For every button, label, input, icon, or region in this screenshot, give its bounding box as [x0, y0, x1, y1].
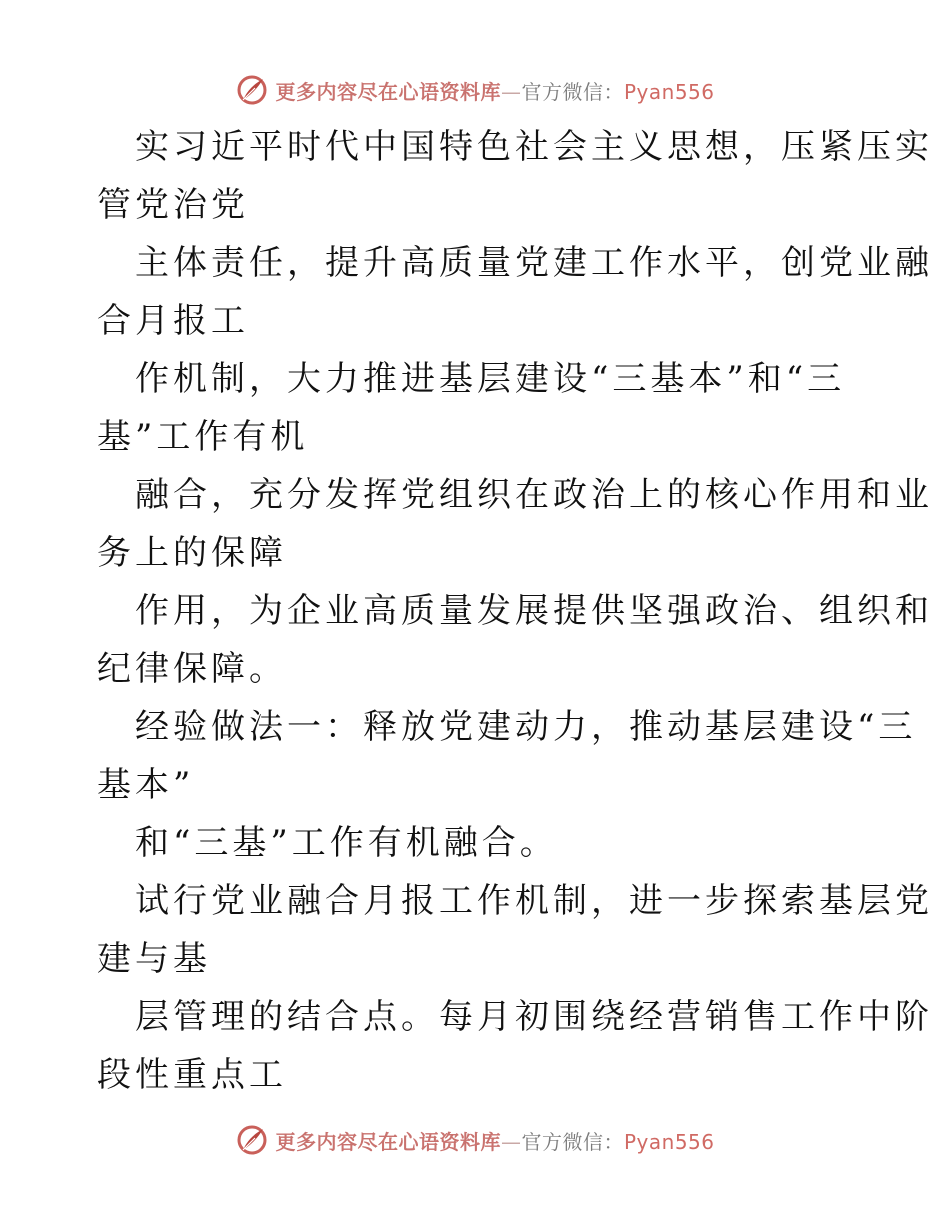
watermark-name: 更多内容尽在心语资料库 — [275, 79, 501, 104]
feather-logo-icon — [235, 73, 269, 107]
text-line: 合月报工 — [97, 301, 249, 341]
text-line: 作机制，大力推进基层建设“三基本”和“三 — [135, 359, 846, 399]
text-line: 基本” — [97, 765, 195, 805]
watermark-text — [275, 76, 714, 105]
text-line: 纪律保障。 — [97, 649, 287, 689]
watermark-name: 更多内容尽在心语资料库 — [275, 1129, 501, 1154]
text-line: 基”工作有机 — [97, 417, 309, 457]
footer-watermark — [0, 1120, 950, 1160]
text-line: 作用，为企业高质量发展提供坚强政治、组织和 — [135, 591, 933, 631]
text-line: 和“三基”工作有机融合。 — [135, 823, 558, 863]
text-line: 融合，充分发挥党组织在政治上的核心作用和业 — [135, 475, 933, 515]
watermark-dash: — — [500, 79, 522, 104]
text-line: 建与基 — [97, 939, 211, 979]
text-line: 层管理的结合点。每月初围绕经营销售工作中阶 — [135, 997, 933, 1037]
watermark-text — [275, 1126, 714, 1155]
watermark-label: 官方微信： — [521, 1129, 624, 1154]
watermark-label: 官方微信： — [521, 79, 624, 104]
text-line: 务上的保障 — [97, 533, 287, 573]
feather-logo-icon — [235, 1123, 269, 1157]
text-line: 经验做法一：释放党建动力，推动基层建设“三 — [135, 707, 917, 747]
watermark-dash: — — [500, 1129, 522, 1154]
text-line: 实习近平时代中国特色社会主义思想，压紧压实 — [135, 127, 933, 167]
text-line: 试行党业融合月报工作机制，进一步探索基层党 — [135, 881, 933, 921]
document-body — [97, 118, 933, 1104]
header-watermark — [0, 70, 950, 110]
text-line: 主体责任，提升高质量党建工作水平，创党业融 — [135, 243, 933, 283]
watermark-id: Pyan556 — [623, 1129, 715, 1154]
text-line: 管党治党 — [97, 185, 249, 225]
watermark-id: Pyan556 — [623, 79, 715, 104]
text-line: 段性重点工 — [97, 1055, 287, 1095]
